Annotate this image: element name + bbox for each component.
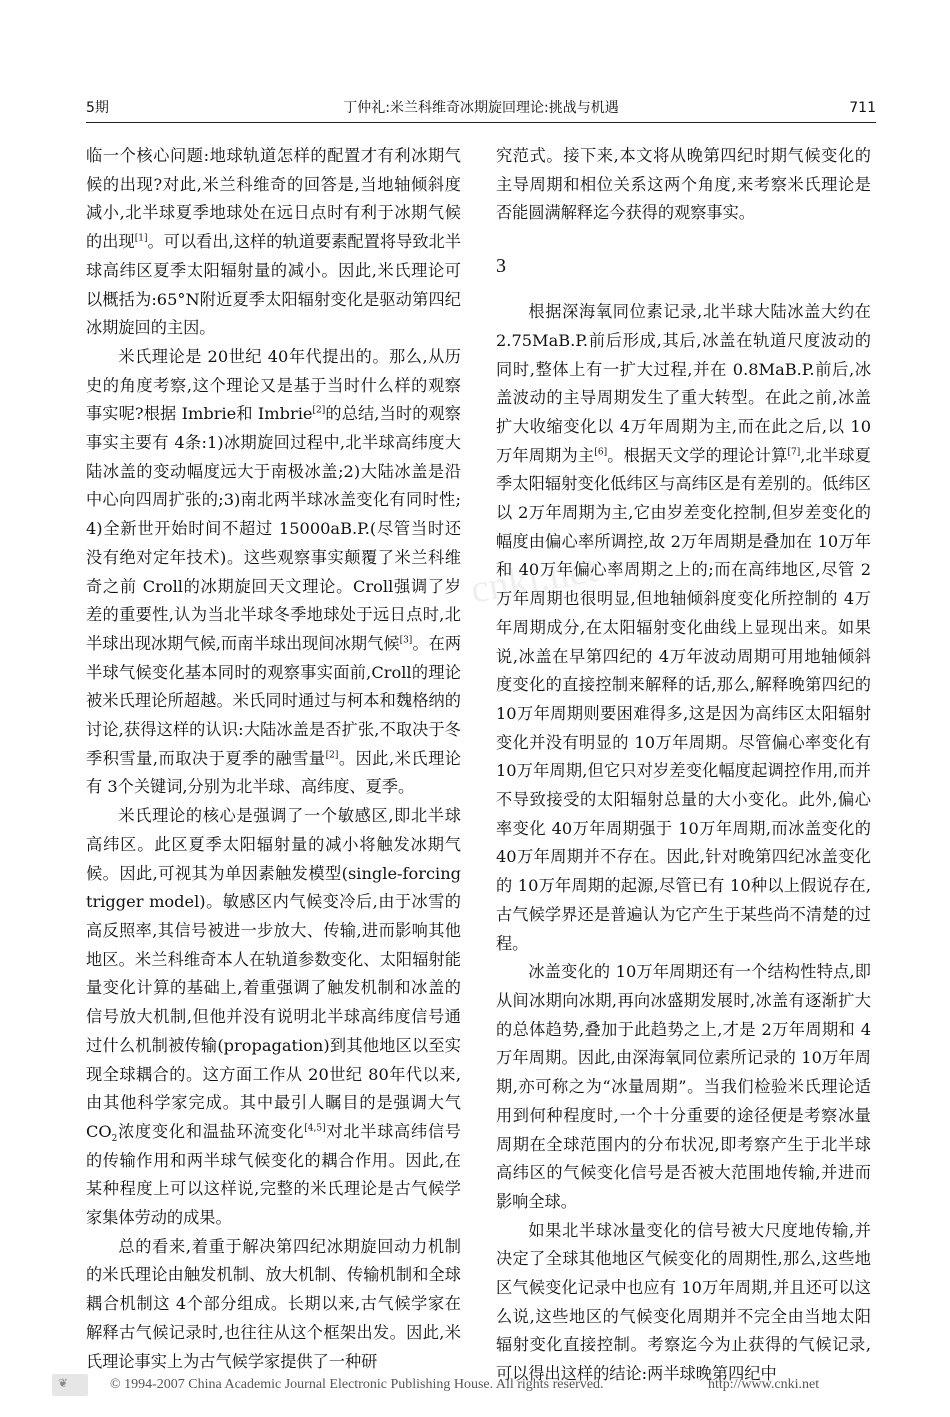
paragraph: 冰盖变化的 10万年周期还有一个结构性特点,即从间冰期向冰期,再向冰盛期发展时,冰盖有逐渐扩大的总体趋势,叠加于此趋势之上,才是 2万年周期和 4万年周期。因此,由深海氧同位素所记录的 10万年周期,亦可称之为“冰量周期”。当我们检验米氏理论适用到何种程度时,一个十分重要的途径便是考察冰量周期在全球范围内的分布状况,即考察产生于北半球高纬区的气候变化信号是否被大范围地传输,并进而影响全球。	[496, 962, 871, 1211]
paragraph: 如果北半球冰量变化的信号被大尺度地传输,并决定了全球其他地区气候变化的周期性,那么,这些地区气候变化记录中也应有 10万年周期,并且还可以这么说,这些地区的气候变化周期并不完全由当地太阳辐射变化直接控制。考察迄今为止获得的气候记录,可以得出这样的结论:两半球晚第四纪中	[496, 1220, 871, 1384]
running-title: 丁仲礼:米兰科维奇冰期旋回理论:挑战与机遇	[343, 100, 619, 116]
paragraph: 米氏理论的核心是强调了一个敏感区,即北半球高纬区。此区夏季太阳辐射量的减小将触发冰期气候。因此,可视其为单因素触发模型(single-forcing trigger model)。敏感区内气候变冷后,由于冰雪的高反照率,其信号被进一步放大、传输,进而影响其他地区。米兰科维奇本人在轨道参数变化、太阳辐射能量变化计算的基础上,着重强调了触发机制和冰盖的信号放大机制,但他并没有说明北半球高纬度信号通过什么机制被传输(propagation)到其他地区以至实现全球耦合的。这方面工作从 20世纪 80年代以来,由其他科学家完成。其中最引人瞩目的是强调大气 $CO_2$浓度变化和温盐环流变化[4,5]对北半球高纬信号的传输作用和两半球气候变化的耦合作用。因此,在某种程度上可以这样说,完整的米氏理论是古气候学家集体劳动的成果。	[86, 806, 461, 1228]
header-rule	[86, 122, 876, 123]
page-number: 711	[849, 100, 876, 116]
publisher-logo-icon: ❦	[52, 1374, 88, 1396]
watermark: cnki.net	[467, 545, 601, 612]
paragraph: 究范式。接下来,本文将从晚第四纪时期气候变化的主导周期和相位关系这两个角度,来考察米氏理论是否能圆满解释迄今获得的观察事实。	[496, 146, 871, 223]
citation: [1]	[134, 233, 148, 244]
citation: [2]	[325, 750, 339, 761]
paragraph: 米氏理论是 20世纪 40年代提出的。那么,从历史的角度考察,这个理论又是基于当时什么样的观察事实呢?根据 Imbrie和 Imbrie[2]的总结,当时的观察事实主要有 4条:1)冰期旋回过程中,北半球高纬度大陆冰盖的变动幅度远大于南极冰盖;2)大陆冰盖是沿中心向四周扩张的;3)南北两半球冰盖变化有同时性; 4)全新世开始时间不超过 15000aB.P.(尽管当时还没有绝对定年技术)。这些观察事实颠覆了米兰科维奇之前 Croll的冰期旋回天文理论。Croll强调了岁差的重要性,认为当北半球冬季地球处于远日点时,北半球出现冰期气候,而南半球出现间冰期气候[3]。在两半球气候变化基本同时的观察事实面前,Croll的理论被米氏理论所超越。米氏同时通过与柯本和魏格纳的讨论,获得这样的认识:大陆冰盖是否扩张,不取决于冬季积雪量,而取决于夏季的融雪量[2]。因此,米氏理论有 3个关键词,分别为北半球、高纬度、夏季。	[86, 346, 462, 797]
citation: [7]	[787, 447, 801, 458]
section-heading: 3	[496, 255, 506, 278]
footer	[0, 1372, 950, 1402]
citation: [6]	[594, 447, 608, 458]
paragraph: 总的看来,着重于解决第四纪冰期旋回动力机制的米氏理论由触发机制、放大机制、传输机制和全球耦合机制这 4个部分组成。长期以来,古气候学家在解释古气候记录时,也往往从这个框架出发。因此,米氏理论事实上为古气候学家提供了一种研	[86, 1236, 461, 1371]
copyright-notice: © 1994-2007 China Academic Journal Electronic Publishing House. All rights reserved.	[110, 1377, 604, 1392]
citation: [3]	[399, 635, 413, 646]
paragraph: 根据深海氧同位素记录,北半球大陆冰盖大约在 2.75MaB.P.前后形成,其后,冰盖在轨道尺度波动的同时,整体上有一扩大过程,并在 0.8MaB.P.前后,冰盖波动的主导周期发生了重大转型。在此之前,冰盖扩大收缩变化以 4万年周期为主,而在此之后,以 10万年周期为主[6]。根据天文学的理论计算[7],北半球夏季太阳辐射变化低纬区与高纬区是有差别的。低纬区以 2万年周期为主,它由岁差变化控制,但岁差变化的幅度由偏心率所调控,故 2万年周期是叠加在 10万年和 40万年偏心率周期之上的;而在高纬地区,尽管 2万年周期也很明显,但地轴倾斜度变化所控制的 4万年周期成分,在太阳辐射变化曲线上显现出来。如果说,冰盖在早第四纪的 4万年波动周期可用地轴倾斜度变化的直接控制来解释的话,那么,解释晚第四纪的 10万年周期则要困难得多,这是因为高纬区太阳辐射变化并没有明显的 10万年周期。尽管偏心率变化有 10万年周期,但它只对岁差变化幅度起调控作用,而并不导致接受的太阳辐射总量的大小变化。此外,偏心率变化 40万年周期强于 10万年周期,而冰盖变化的 40万年周期并不存在。因此,针对晚第四纪冰盖变化的 10万年周期的起源,尽管已有 10种以上假说存在,古气候学界还是普遍认为它产生于某些尚不清楚的过程。	[496, 302, 871, 953]
running-header	[86, 96, 876, 120]
citation: [4,5]	[304, 1123, 326, 1134]
paragraph: 临一个核心问题:地球轨道怎样的配置才有利冰期气候的出现?对此,米兰科维奇的回答是,当地轴倾斜度减小,北半球夏季地球处在远日点时有利于冰期气候的出现[1]。可以看出,这样的轨道要素配置将导致北半球高纬区夏季太阳辐射量的减小。因此,米氏理论可以概括为:65°N附近夏季太阳辐射变化是驱动第四纪冰期旋回的主因。	[86, 146, 462, 338]
issue-number: 5期	[86, 100, 109, 116]
citation: [2]	[312, 405, 326, 416]
right-column	[496, 142, 871, 1389]
footer-url: http://www.cnki.net	[708, 1377, 820, 1392]
left-column	[86, 142, 461, 1376]
